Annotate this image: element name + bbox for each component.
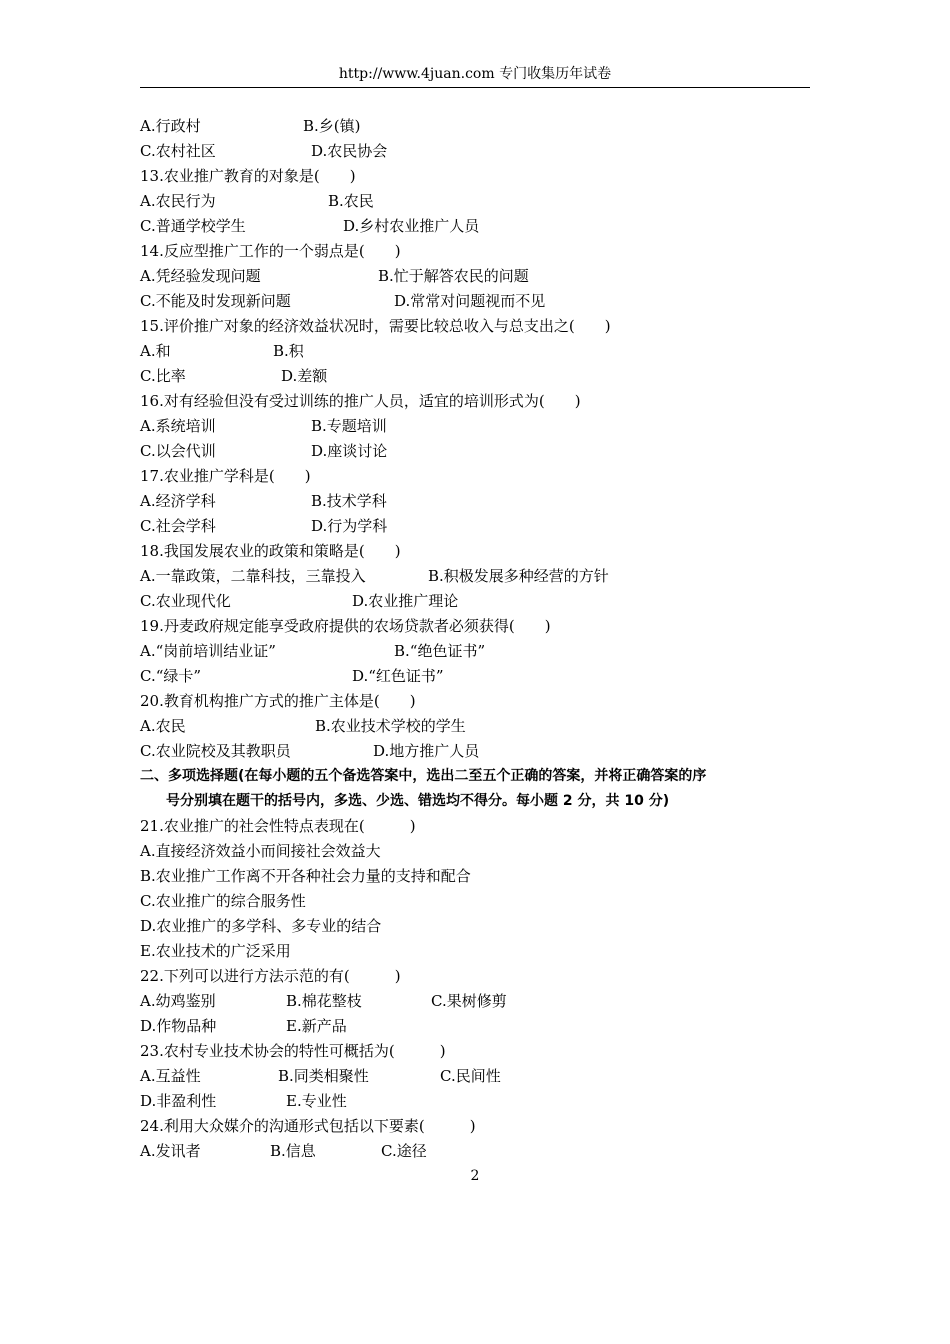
answer-option: D.常常对问题视而不见 <box>394 292 546 310</box>
answer-option: A.幼鸡鉴别 <box>140 992 216 1010</box>
answer-option: B.农业技术学校的学生 <box>315 717 466 735</box>
question-text: 20.教育机构推广方式的推广主体是( ) <box>140 692 416 710</box>
answer-option: D.行为学科 <box>311 517 388 535</box>
answer-option: D.乡村农业推广人员 <box>343 217 480 235</box>
answer-option: D.地方推广人员 <box>373 742 480 760</box>
option-row <box>140 989 812 1014</box>
answer-option: C.农业现代化 <box>140 592 231 610</box>
option-row <box>140 139 812 164</box>
option-row <box>140 1064 812 1089</box>
option-row <box>140 439 812 464</box>
answer-option: C.比率 <box>140 367 186 385</box>
answer-option: C.农业院校及其教职员 <box>140 742 291 760</box>
answer-option: B.同类相聚性 <box>278 1067 369 1085</box>
option-row <box>140 264 812 289</box>
answer-option: A.互益性 <box>140 1067 201 1085</box>
answer-option: B.忙于解答农民的问题 <box>378 267 529 285</box>
question-text: 13.农业推广教育的对象是( ) <box>140 167 356 185</box>
answer-option: A.系统培训 <box>140 417 216 435</box>
answer-option: C.途径 <box>381 1142 427 1160</box>
page-number: 2 <box>470 1168 480 1184</box>
answer-option: D.座谈讨论 <box>311 442 388 460</box>
answer-option: E.专业性 <box>286 1092 347 1110</box>
answer-option: B.“绝色证书” <box>394 642 486 660</box>
option-row <box>140 289 812 314</box>
answer-option: D.差额 <box>281 367 328 385</box>
answer-option: C.农村社区 <box>140 142 216 160</box>
question-text: 19.丹麦政府规定能享受政府提供的农场贷款者必须获得( ) <box>140 617 551 635</box>
answer-option: C.普通学校学生 <box>140 217 246 235</box>
answer-option: C.不能及时发现新问题 <box>140 292 291 310</box>
answer-option: B.积 <box>273 342 304 360</box>
answer-option: E.新产品 <box>286 1017 347 1035</box>
answer-option: B.农民 <box>328 192 374 210</box>
answer-option: A.凭经验发现问题 <box>140 267 261 285</box>
question-text: D.农业推广的多学科、多专业的结合 <box>140 917 382 935</box>
answer-option: A.“岗前培训结业证” <box>140 642 276 660</box>
answer-option: A.一靠政策，二靠科技，三靠投入 <box>140 567 366 585</box>
answer-option: C.社会学科 <box>140 517 216 535</box>
question-text: 18.我国发展农业的政策和策略是( ) <box>140 542 401 560</box>
question-text: 22.下列可以进行方法示范的有( ) <box>140 967 401 985</box>
answer-option: C.以会代训 <box>140 442 216 460</box>
answer-option: B.乡(镇) <box>303 117 361 135</box>
question-text: B.农业推广工作离不开各种社会力量的支持和配合 <box>140 867 471 885</box>
answer-option: A.经济学科 <box>140 492 216 510</box>
answer-option: D.农民协会 <box>311 142 388 160</box>
section-heading: 二、多项选择题(在每小题的五个备选答案中，选出二至五个正确的答案，并将正确答案的序 <box>140 768 707 784</box>
answer-option: B.专题培训 <box>311 417 387 435</box>
question-text: 16.对有经验但没有受过训练的推广人员，适宜的培训形式为( ) <box>140 392 581 410</box>
answer-option: D.作物品种 <box>140 1017 217 1035</box>
answer-option: B.积极发展多种经营的方针 <box>428 567 609 585</box>
option-row <box>140 564 812 589</box>
option-row <box>140 339 812 364</box>
option-row <box>140 489 812 514</box>
exam-content <box>140 114 812 1164</box>
answer-option: A.和 <box>140 342 171 360</box>
answer-option: C.“绿卡” <box>140 667 202 685</box>
answer-option: A.农民行为 <box>140 192 216 210</box>
answer-option: A.行政村 <box>140 117 201 135</box>
question-text: 21.农业推广的社会性特点表现在( ) <box>140 817 416 835</box>
question-text: 14.反应型推广工作的一个弱点是( ) <box>140 242 401 260</box>
answer-option: B.棉花整枝 <box>286 992 362 1010</box>
option-row <box>140 1014 812 1039</box>
option-row <box>140 739 812 764</box>
option-row <box>140 589 812 614</box>
page-header: http://www.4juan.com 专门收集历年试卷 <box>140 64 810 88</box>
answer-option: C.果树修剪 <box>431 992 507 1010</box>
option-row <box>140 664 812 689</box>
option-row <box>140 639 812 664</box>
option-row <box>140 514 812 539</box>
option-row <box>140 214 812 239</box>
option-row <box>140 714 812 739</box>
question-text: 17.农业推广学科是( ) <box>140 467 311 485</box>
option-row <box>140 364 812 389</box>
option-row <box>140 189 812 214</box>
question-text: E.农业技术的广泛采用 <box>140 942 291 960</box>
question-text: C.农业推广的综合服务性 <box>140 892 306 910</box>
answer-option: A.发讯者 <box>140 1142 201 1160</box>
answer-option: D.“红色证书” <box>352 667 444 685</box>
question-text: 15.评价推广对象的经济效益状况时，需要比较总收入与总支出之( ) <box>140 317 611 335</box>
option-row <box>140 1089 812 1114</box>
answer-option: A.农民 <box>140 717 186 735</box>
question-text: 23.农村专业技术协会的特性可概括为( ) <box>140 1042 446 1060</box>
answer-option: B.技术学科 <box>311 492 387 510</box>
question-text: 24.利用大众媒介的沟通形式包括以下要素( ) <box>140 1117 476 1135</box>
option-row <box>140 114 812 139</box>
answer-option: B.信息 <box>270 1142 316 1160</box>
answer-option: D.农业推广理论 <box>352 592 459 610</box>
option-row <box>140 1139 812 1164</box>
section-heading: 号分别填在题干的括号内，多选、少选、错选均不得分。每小题 2 分，共 10 分) <box>166 793 670 809</box>
option-row <box>140 414 812 439</box>
question-text: A.直接经济效益小而间接社会效益大 <box>140 842 381 860</box>
answer-option: C.民间性 <box>440 1067 501 1085</box>
answer-option: D.非盈利性 <box>140 1092 217 1110</box>
